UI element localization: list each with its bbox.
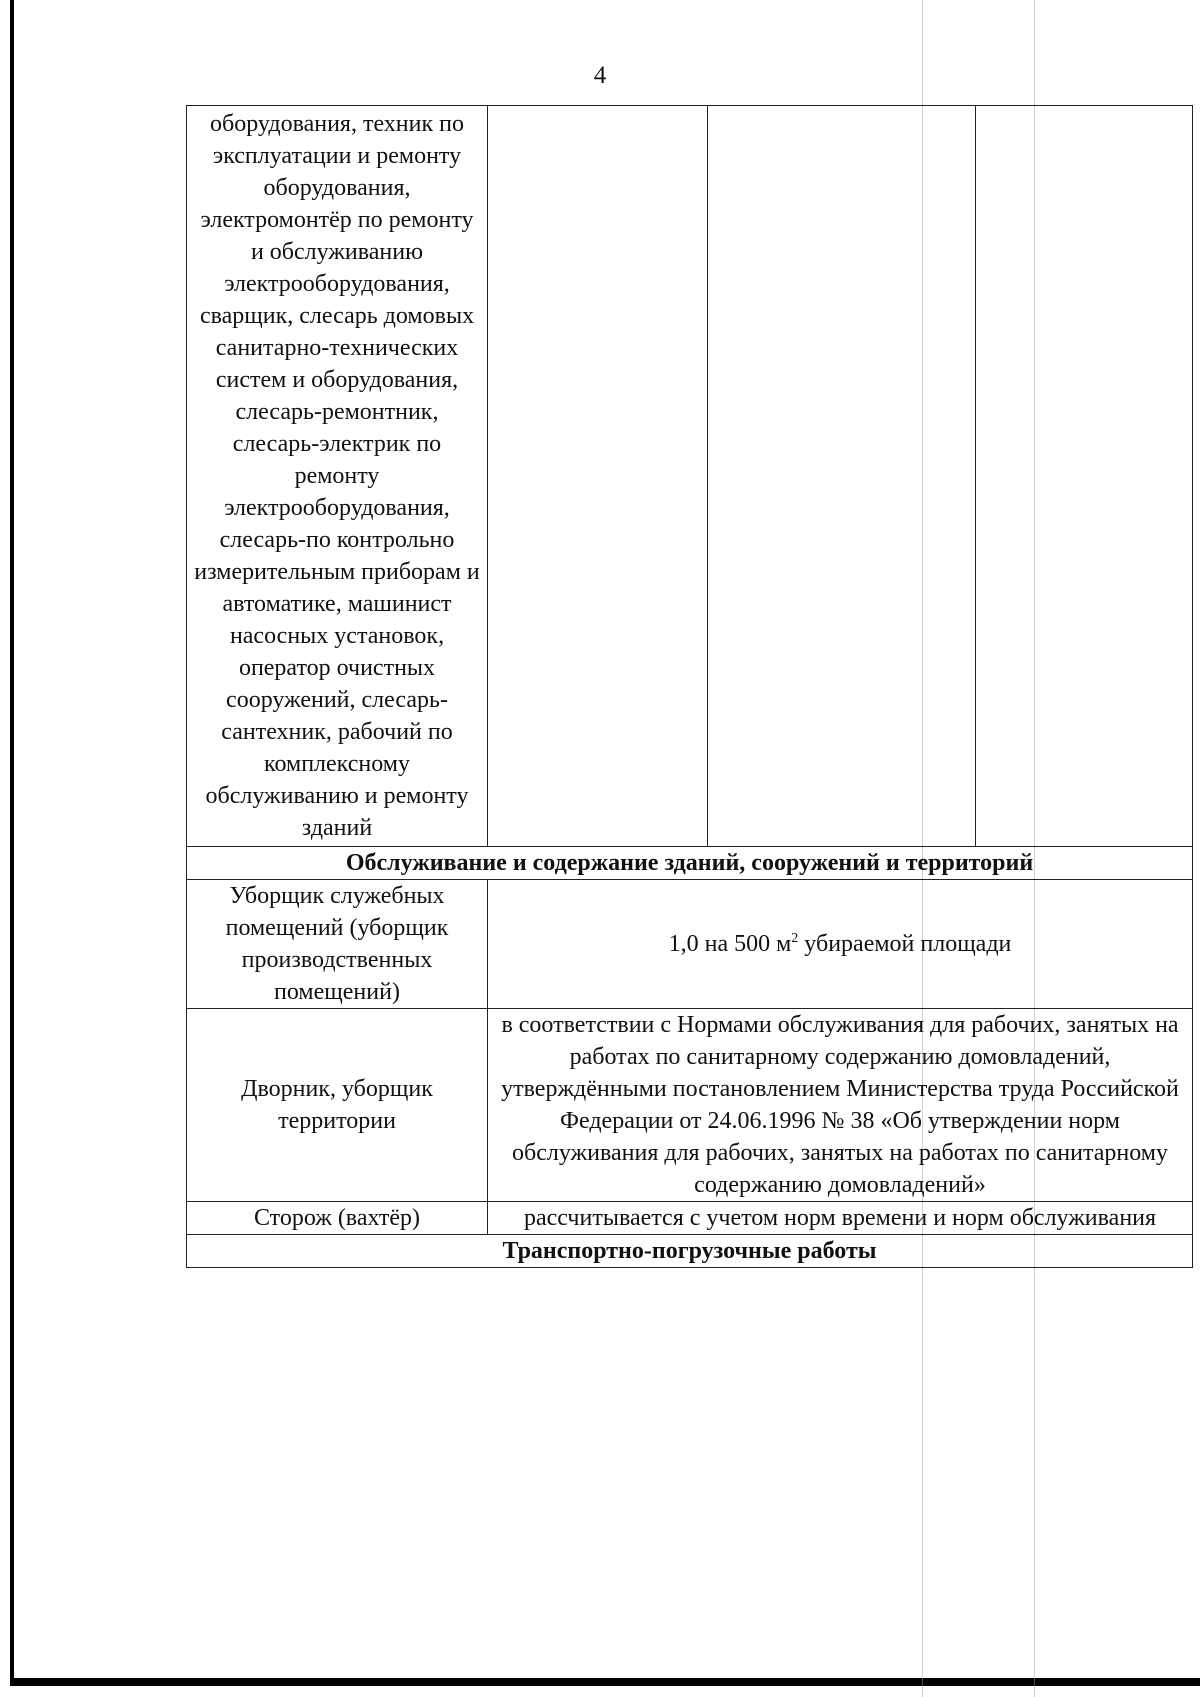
empty-cell (488, 106, 708, 847)
section-heading: Обслуживание и содержание зданий, сооружений и территорий (187, 847, 1193, 880)
section-heading-row (187, 1235, 1193, 1268)
position-cell: Уборщик служебных помещений (уборщик производственных помещений) (187, 880, 488, 1009)
section-heading: Транспортно-погрузочные работы (187, 1235, 1193, 1268)
section-heading-row (187, 847, 1193, 880)
scan-left-border (10, 0, 14, 1682)
norm-prefix: 1,0 на 500 м (668, 931, 792, 957)
empty-cell (708, 106, 976, 847)
scan-bottom-border (10, 1678, 1200, 1686)
norm-suffix: убираемой площади (798, 931, 1012, 957)
norm-cell: в соответствии с Нормами обслуживания для рабочих, занятых на работах по санитарному содержанию домовладений, утверждёнными постановлением Министерства труда Российской Федерации от 24.06.1996 № 38 «Об утверждении норм обслуживания для рабочих, занятых на работах по санитарному содержанию домовладений» (488, 1009, 1193, 1202)
table-row (187, 1009, 1193, 1202)
position-cell: оборудования, техник по эксплуатации и ремонту оборудования, электромонтёр по ремонту и обслуживанию электрооборудования, сварщик, слесарь домовых санитарно-технических систем и оборудования, слесарь-ремонтник, слесарь-электрик по ремонту электрооборудования, слесарь-по контрольно измерительным приборам и автоматике, машинист насосных установок, оператор очистных сооружений, слесарь-сантехник, рабочий по комплексному обслуживанию и ремонту зданий (187, 106, 488, 847)
position-cell: Сторож (вахтёр) (187, 1202, 488, 1235)
norm-cell: рассчитывается с учетом норм времени и норм обслуживания (488, 1202, 1193, 1235)
table-row (187, 1202, 1193, 1235)
norms-table (186, 105, 1193, 1268)
position-cell: Дворник, уборщик территории (187, 1009, 488, 1202)
table-row (187, 880, 1193, 1009)
empty-cell (976, 106, 1193, 847)
norm-cell (488, 880, 1193, 1009)
table-row (187, 106, 1193, 847)
page-number: 4 (593, 62, 607, 89)
norm-superscript: 2 (791, 931, 799, 946)
